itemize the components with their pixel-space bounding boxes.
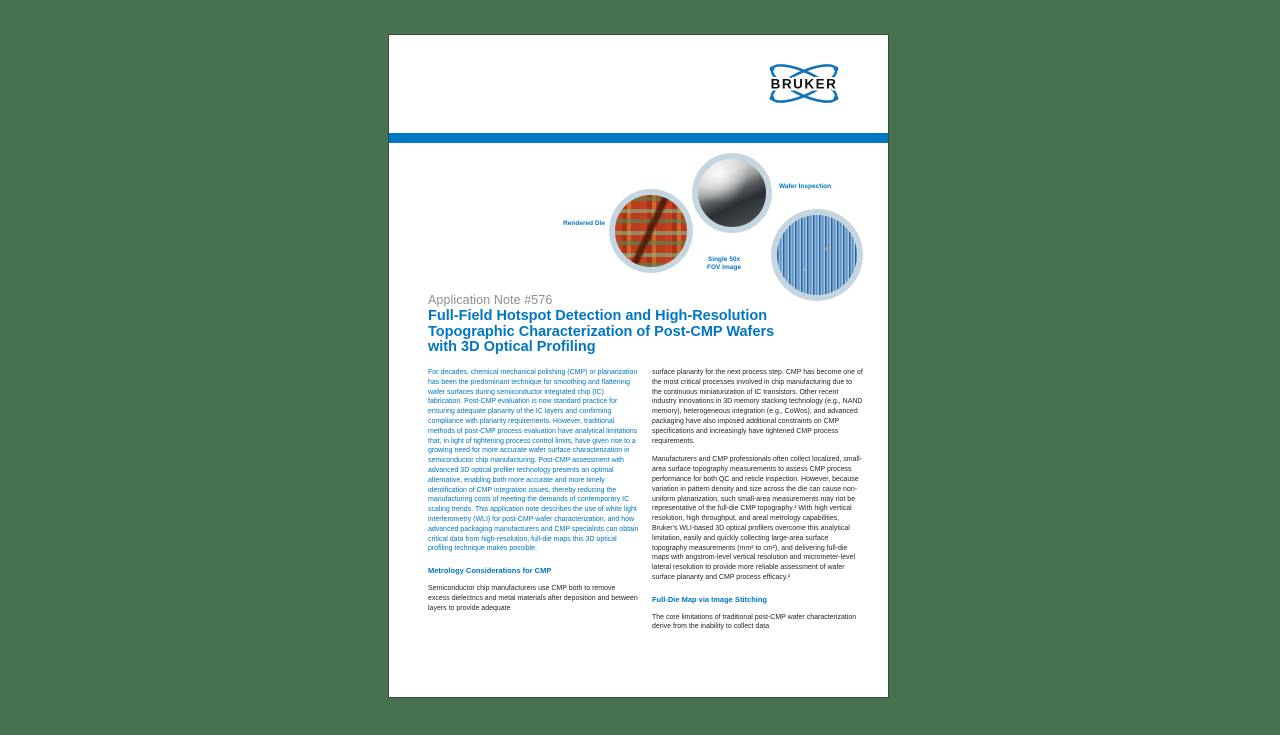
document-page xyxy=(389,35,888,697)
right-column xyxy=(652,368,863,641)
section-heading-metrology: Metrology Considerations for CMP xyxy=(428,566,552,576)
right-paragraph-2: Manufacturers and CMP professionals often collect localized, small-area surface topography measurements to assess CMP process performance for both QC and reticle inspection. However, because variation in pattern density and size across the die can cause non-uniform planarization, such small-area measurements may not be representative of the full-die CMP topography.¹ With high vertical resolution, high throughput, and areal metrology capabilities, Bruker's WLI-based 3D optical profilers overcome this analytical limitation, easily and quickly collecting large-area surface topography measurements (mm² to cm²), and delivering full-die maps with angstrom-level vertical resolution and micrometer-level lateral resolution to provide more reliable assessment of wafer surface planarity and CMP process efficacy.² xyxy=(652,456,862,581)
wafer-inspection-image xyxy=(692,153,772,233)
right-paragraph-1: surface planarity for the next process step. CMP has become one of the most critical processes involved in chip manufacturing due to the continuous miniaturization of IC transistors. Other recent industry innovations in 3D memory stacking technology (e.g., NAND memory), heterogeneous integration (e.g., CoWos), and advanced packaging have also imposed additional constraints on CMP specifications and increasingly have tightened CMP process requirements. xyxy=(652,369,863,445)
section-heading-full-die-map: Full-Die Map via Image Stitching xyxy=(652,594,768,604)
wafer-inspection-label: Wafer Inspection xyxy=(779,183,832,190)
left-body-paragraph: Semiconductor chip manufacturers use CMP both to remove excess dielectrics and metal materials after deposition and between layers to provide adequate xyxy=(428,584,638,612)
bruker-logo-graphic xyxy=(763,62,845,105)
left-column xyxy=(428,368,639,622)
single-50x-fov-label-line2: FOV Image xyxy=(707,264,741,271)
document-title-line1: Full-Field Hotspot Detection and High-Resolution xyxy=(428,308,768,324)
rendered-die-label: Rendered Die xyxy=(563,220,605,227)
intro-paragraph: For decades, chemical mechanical polishing (CMP) or planarization has been the predominant technique for smoothing and flattening wafer surfaces during semiconductor integrated chip (IC) fabrication. Post-CMP evaluation is now standard practice for ensuring adequate planarity of the IC layers and confirming compliance with planarity requirements. However, traditional methods of post-CMP process evaluation have analytical limitations that, in light of tightening process control limits, have given rise to a growing need for more accurate wafer surface characterization in semiconductor chip manufacturing. Post-CMP assessment with advanced 3D optical profiler technology presents an optimal alternative, enabling both more accurate and more timely identification of CMP integration issues, thereby reducing the manufacturing costs of meeting the demands of contemporary IC scaling trends. This application note describes the use of white light interferometry (WLI) for post-CMP wafer characterization, and how advanced packaging manufacturers and CMP specialists can obtain critical data from high-resolution, full-die maps this 3D optical profiling technique makes possible. xyxy=(428,369,639,553)
right-paragraph-3: The core limitations of traditional post-CMP wafer characterization derive from the inability to collect data xyxy=(652,613,857,631)
accent-bar xyxy=(389,133,888,143)
document-title-line3: with 3D Optical Profiling xyxy=(428,339,596,355)
document-title xyxy=(428,309,848,356)
document-title-line2: Topographic Characterization of Post-CMP Wafers xyxy=(428,323,775,340)
single-50x-fov-label xyxy=(694,256,754,272)
bruker-logo-text: BRUKER xyxy=(770,76,838,92)
rendered-die-image xyxy=(609,189,693,273)
single-50x-fov-image xyxy=(771,209,863,301)
single-50x-fov-label-line1: Single 50x xyxy=(707,256,741,263)
bruker-logo xyxy=(763,62,845,105)
app-note-number: Application Note #576 xyxy=(428,293,553,307)
